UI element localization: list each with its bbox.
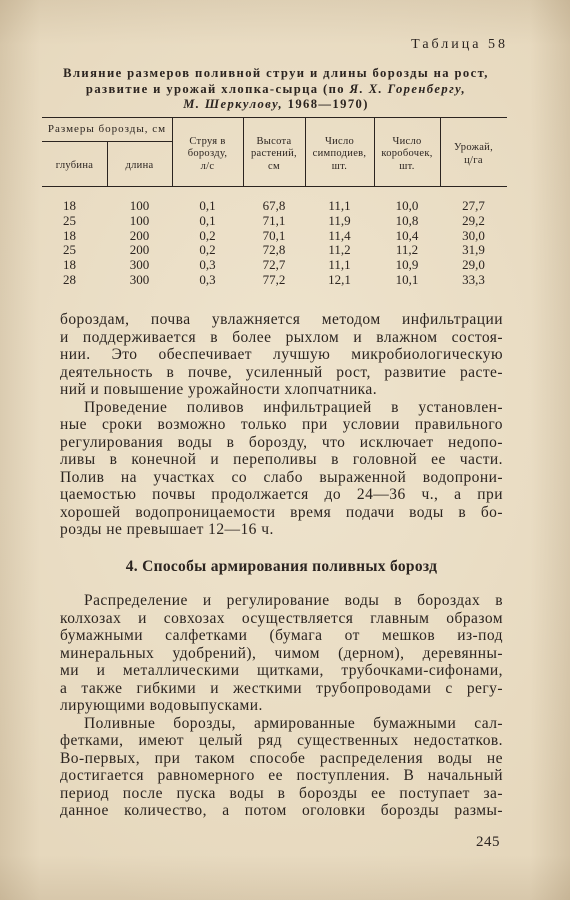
- table-cell: 0,1: [199, 212, 216, 228]
- table-cell: 10,9: [395, 257, 419, 273]
- section-heading: 4. Способы армирования поливных борозд: [125, 558, 438, 575]
- table-cell: 72,8: [262, 242, 286, 258]
- table-cell: 0,2: [199, 227, 216, 243]
- header-length: [107, 141, 172, 186]
- text-line: регулирования воды в борозду, что исключает недопо-: [60, 433, 503, 451]
- table-cell: 29,0: [462, 257, 485, 273]
- table-row: [42, 199, 507, 214]
- table-cell: 18: [63, 198, 76, 213]
- header-text-line: симподиев,: [312, 148, 367, 160]
- text-line: лирующими водовыпусками.: [60, 697, 263, 714]
- table-cell: 300: [129, 257, 150, 273]
- table-cell: 100: [129, 212, 150, 228]
- table-cell: 30,0: [462, 227, 485, 243]
- table-cell: 27,7: [462, 198, 485, 213]
- header-text-line: ц/га: [464, 154, 483, 166]
- text-line: Во-первых, при таком способе распределения воды не: [60, 749, 503, 767]
- table-cell: 11,9: [328, 212, 351, 228]
- text-line: минеральных удобрений), чимом (дерном), деревянны-: [60, 644, 503, 662]
- text-line: период после пуска воды в борозды ее поступает за-: [60, 784, 503, 802]
- body-text-upper: [60, 311, 503, 539]
- text-line: Полив на участках со слабо выраженной водопрони-: [60, 468, 503, 486]
- text-line: бороздам, почва увлажняется методом инфильтрации: [60, 311, 503, 328]
- paragraph: [60, 715, 503, 820]
- table-cell: 25: [63, 212, 76, 228]
- body-text-lower: [60, 592, 503, 820]
- table-cell: 10,0: [395, 198, 419, 213]
- table-cell: 10,4: [395, 227, 419, 243]
- table-cell: 200: [129, 242, 150, 258]
- header-text-line: борозду,: [187, 148, 228, 160]
- header-plant-height: [243, 117, 305, 186]
- text-line: бумажными салфетками (бумага от мешков из-под: [60, 627, 503, 644]
- text-line: колхозах и совхозах осуществляется главным образом: [60, 609, 503, 627]
- table-cell: 31,9: [462, 242, 485, 258]
- title-text: 1968—1970): [283, 97, 369, 111]
- text-line: ми и металлическими щитками, трубочками-сифонами,: [60, 662, 503, 679]
- table-row: [42, 229, 507, 244]
- text-line: данное количество, а потом оголовки борозды размы-: [60, 802, 503, 819]
- header-text-line: Высота: [256, 135, 292, 147]
- text-line: ливы в конечной и переполивы в головной ее части.: [60, 451, 503, 468]
- table-cell: 10,1: [395, 271, 419, 287]
- text-line: Поливные борозды, армированные бумажными сал-: [84, 714, 503, 732]
- table-cell: 0,1: [199, 198, 216, 213]
- table-cell: 0,3: [199, 257, 216, 273]
- table-cell: 0,2: [199, 242, 216, 258]
- header-text-line: шт.: [331, 160, 348, 172]
- text-line: розды не превышает 12—16 ч.: [60, 521, 274, 538]
- header-text-line: Урожай,: [453, 142, 493, 154]
- header-text: длина: [125, 160, 154, 172]
- table-cell: 11,2: [395, 242, 419, 258]
- title-line: Влияние размеров поливной струи и длины борозды на рост,: [63, 66, 489, 80]
- header-text: Размеры борозды, см: [47, 122, 167, 135]
- table-cell: 300: [129, 271, 150, 287]
- text-line: Проведение поливов инфильтрацией в установлен-: [84, 398, 503, 416]
- table-row: [42, 243, 507, 258]
- table-title: [36, 66, 516, 113]
- text-line: и поддерживается в более рыхлом и влажном состоя-: [60, 328, 503, 346]
- table-cell: 0,3: [199, 271, 216, 287]
- table-cell: 70,1: [262, 227, 286, 243]
- text-line: нии. Это обеспечивает лучшую микробиологическую: [60, 346, 503, 363]
- table-cell: 28: [63, 271, 76, 287]
- table-cell: 29,2: [462, 212, 485, 228]
- title-line: [36, 82, 516, 98]
- table-cell: 11,4: [328, 227, 351, 243]
- text-line: деятельность в почве, усиленный рост, развитие расте-: [60, 363, 503, 381]
- text-line: Распределение и регулирование воды в бороздах в: [84, 592, 503, 609]
- text-line: а также гибкими и жесткими трубопроводами с регу-: [60, 679, 503, 697]
- header-text: глубина: [55, 160, 94, 172]
- header-text-line: шт.: [399, 160, 415, 172]
- header-stream: [172, 117, 243, 186]
- header-text-line: л/с: [200, 160, 215, 172]
- header-bolls: [374, 117, 440, 186]
- text-line: достигается равномерного ее поступления. В начальный: [60, 767, 503, 784]
- title-author: М. Шеркулову,: [183, 97, 284, 111]
- table-cell: 25: [63, 242, 76, 258]
- text-line: фетками, имеют целый ряд существенных недостатков.: [60, 732, 503, 749]
- text-line: ные сроки возможно только при условии правильного: [60, 416, 503, 433]
- paragraph: [60, 399, 503, 539]
- title-author: Я. Х. Горенбергу,: [349, 81, 467, 96]
- table-cell: 100: [129, 198, 150, 213]
- data-table: [42, 117, 507, 297]
- header-text-line: Струя в: [189, 135, 226, 147]
- table-cell: 200: [129, 227, 150, 243]
- header-sympodia: [305, 117, 374, 186]
- table-cell: 33,3: [462, 271, 485, 287]
- table-cell: 72,7: [262, 257, 286, 273]
- table-cell: 67,8: [262, 198, 286, 213]
- table-cell: 18: [63, 227, 76, 243]
- paragraph: [60, 592, 503, 715]
- table-cell: 10,8: [395, 212, 419, 228]
- table-row: [42, 273, 507, 288]
- text-line: цаемостью почвы продолжается до 24—36 ч., а при: [60, 486, 503, 503]
- table-cell: 71,1: [262, 212, 286, 228]
- header-text-line: Число: [324, 135, 355, 147]
- table-cell: 11,1: [328, 257, 351, 273]
- table-cell: 12,1: [328, 271, 351, 287]
- table-cell: 77,2: [262, 271, 286, 287]
- table-row: [42, 214, 507, 229]
- header-text-line: Число: [392, 135, 422, 147]
- header-text-line: см: [268, 160, 280, 172]
- title-text: развитие и урожай хлопка-сырца (по: [85, 81, 350, 96]
- header-text-line: растений,: [250, 148, 297, 160]
- header-text-line: коробочек,: [381, 148, 433, 160]
- header-furrow-size: [42, 117, 172, 141]
- table-row: [42, 258, 507, 273]
- text-line: ний и повышение урожайности хлопчатника.: [60, 381, 378, 398]
- table-cell: 11,1: [328, 198, 351, 213]
- title-line: [36, 97, 516, 113]
- header-yield: [440, 117, 507, 186]
- paragraph: [60, 311, 503, 399]
- table-label: Таблица 58: [411, 37, 508, 52]
- text-line: хорошей водопроницаемости время подачи воды в бо-: [60, 503, 503, 521]
- table-cell: 18: [63, 257, 76, 273]
- table-body: [42, 199, 507, 288]
- page-number: 245: [476, 834, 500, 850]
- table-cell: 11,2: [328, 242, 351, 258]
- header-depth: [42, 141, 107, 186]
